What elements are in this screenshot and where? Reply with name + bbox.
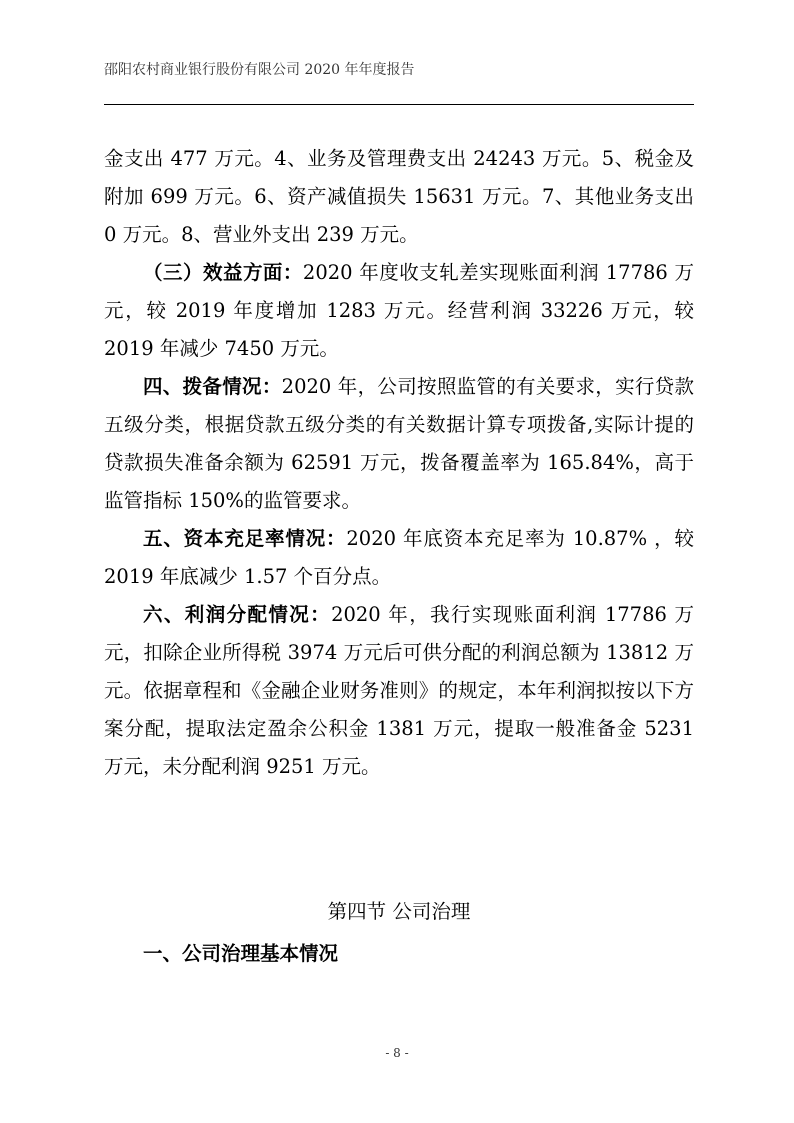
paragraph-profit-label: （三）效益方面：: [143, 261, 303, 284]
document-body: [104, 140, 694, 786]
paragraph-capital-text: 2020 年底资本充足率为 10.87% ，较 2019 年底减少 1.57 个百分点。: [104, 527, 694, 588]
paragraph-provision: [104, 368, 694, 520]
paragraph-provision-label: 四、拨备情况：: [143, 375, 282, 398]
paragraph-provision-text: 2020 年，公司按照监管的有关要求，实行贷款五级分类，根据贷款五级分类的有关数据计算专项拨备,实际计提的贷款损失准备余额为 62591 万元，拨备覆盖率为 165.84%，高于监管指标 150%的监管要求。: [104, 375, 694, 512]
paragraph-distribution: [104, 596, 694, 786]
header-divider: [104, 104, 694, 105]
section-subtitle: 一、公司治理基本情况: [143, 942, 339, 965]
paragraph-expenses: 金支出 477 万元。4、业务及管理费支出 24243 万元。5、税金及附加 699 万元。6、资产减值损失 15631 万元。7、其他业务支出 0 万元。8、营业外支出 239 万元。: [104, 147, 694, 246]
page-number: - 8 -: [385, 1046, 409, 1060]
section-title: 第四节 公司治理: [327, 900, 471, 923]
paragraph-profit-text: 2020 年度收支轧差实现账面利润 17786 万元，较 2019 年度增加 1283 万元。经营利润 33226 万元，较 2019 年减少 7450 万元。: [104, 261, 694, 360]
running-header: 邵阳农村商业银行股份有限公司 2020 年年度报告: [104, 62, 415, 78]
paragraph-distribution-text: 2020 年，我行实现账面利润 17786 万元，扣除企业所得税 3974 万元后可供分配的利润总额为 13812 万元。依据章程和《金融企业财务准则》的规定，本年利润拟按以下方案分配，提取法定盈余公积金 1381 万元，提取一般准备金 5231 万元，未分配利润 9251 万元。: [104, 603, 694, 778]
paragraph-distribution-label: 六、利润分配情况：: [143, 603, 332, 626]
paragraph-capital-label: 五、资本充足率情况：: [143, 527, 347, 550]
paragraph-capital: [104, 520, 694, 596]
paragraph-profit: [104, 254, 694, 368]
